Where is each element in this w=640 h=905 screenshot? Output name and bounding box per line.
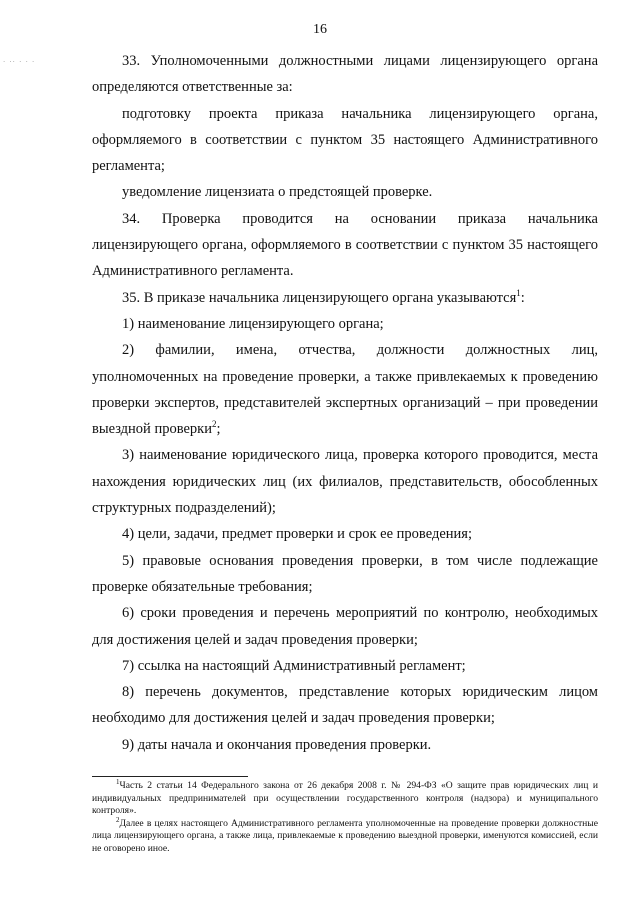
footnotes bbox=[92, 777, 598, 856]
footnote-mark: 2 bbox=[116, 815, 120, 824]
scan-noise: · ·· · · · bbox=[3, 58, 36, 66]
paragraph: подготовку проекта приказа начальника лицензирующего органа, оформляемого в соответствии с пунктом 35 настоящего Административного регламента; bbox=[92, 105, 598, 175]
footnote: $^2$Далее в целях настоящего Административного регламента уполномоченные на проведение проверки должностные лица лицензирующего органа, а также лица, привлекаемые к проведению выездной проверки, именуются комиссией, если не оговорено иное. bbox=[92, 815, 598, 854]
footnote-mark: 1 bbox=[116, 777, 120, 786]
paragraph: 34. Проверка проводится на основании приказа начальника лицензирующего органа, оформляемого в соответствии с пунктом 35 настоящего Административного регламента. bbox=[92, 210, 598, 280]
list-item: 5) правовые основания проведения проверки, в том числе подлежащие проверке обязательные требования; bbox=[92, 552, 598, 595]
paragraph: уведомление лицензиата о предстоящей проверке. bbox=[122, 184, 433, 201]
list-item: 2) фамилии, имена, отчества, должности должностных лиц, уполномоченных на проведение проверки, а также привлекаемых к проведению проверки экспертов, представителей экспертных организаций – при проведении выездной проверки$^2$; bbox=[92, 342, 598, 438]
paragraph: 35. В приказе начальника лицензирующего органа указываются$^1$: bbox=[122, 287, 525, 306]
list-item: 6) сроки проведения и перечень мероприятий по контролю, необходимых для достижения целей и задач проведения проверки; bbox=[92, 605, 598, 648]
list-item: 1) наименование лицензирующего органа; bbox=[122, 315, 384, 332]
footnote: $^1$Часть 2 статьи 14 Федерального закона от 26 декабря 2008 г. № 294-ФЗ «О защите прав юридических лиц и индивидуальных предпринимателей при осуществлении государственного контроля (надзора) и муниципального контроля». bbox=[92, 777, 598, 817]
footnote-ref: 1 bbox=[516, 287, 521, 298]
paragraph: 33. Уполномоченными должностными лицами лицензирующего органа определяются ответственные за: bbox=[92, 53, 598, 96]
body-text bbox=[92, 48, 598, 758]
list-item: 3) наименование юридического лица, проверка которого проводится, места нахождения юридических лиц (их филиалов, представительств, обособленных структурных подразделений); bbox=[92, 447, 598, 517]
footnote-ref: 2 bbox=[211, 419, 217, 430]
list-item: 9) даты начала и окончания проведения проверки. bbox=[122, 736, 432, 753]
list-item: 7) ссылка на настоящий Административный регламент; bbox=[122, 657, 466, 674]
page-number: 16 bbox=[313, 22, 327, 37]
list-item: 4) цели, задачи, предмет проверки и срок ее проведения; bbox=[122, 526, 472, 543]
list-item: 8) перечень документов, представление которых юридическим лицом необходимо для достижения целей и задач проведения проверки; bbox=[92, 684, 598, 727]
